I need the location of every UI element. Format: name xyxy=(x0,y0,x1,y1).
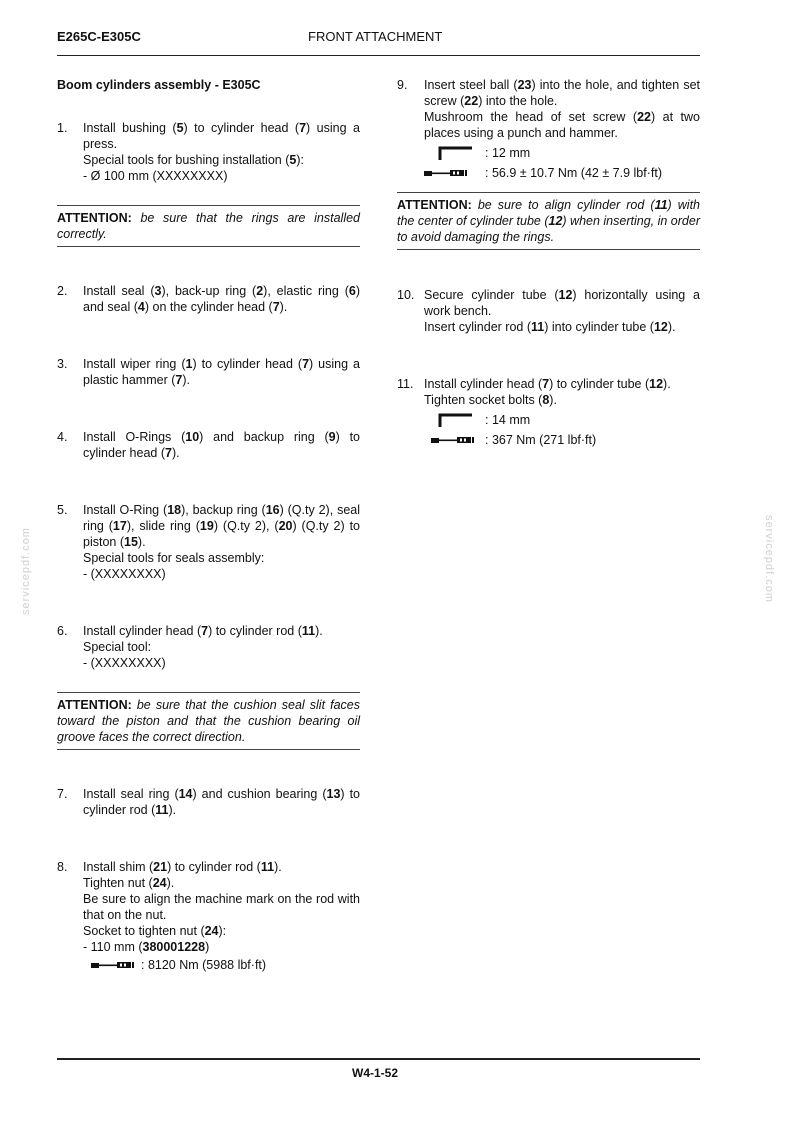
step-2 xyxy=(57,283,360,315)
text: ) to cylinder rod ( xyxy=(83,787,360,817)
text: Be sure to align the machine mark on the rod with that on the nut. xyxy=(83,892,360,922)
step-number: 4. xyxy=(57,430,68,444)
text: ). xyxy=(549,393,557,407)
header-rule xyxy=(57,55,700,56)
text: ) to cylinder head ( xyxy=(83,430,361,460)
section-header: FRONT ATTACHMENT xyxy=(308,29,443,44)
ref: 12 xyxy=(558,288,573,302)
text: Special tools for bushing installation ( xyxy=(83,153,290,167)
ref: 20 xyxy=(278,519,293,533)
ref: 1 xyxy=(185,357,193,371)
watermark-right: servicepdf.com xyxy=(763,515,775,603)
left-column xyxy=(57,77,360,975)
text: Insert steel ball ( xyxy=(424,78,518,92)
ref: 11 xyxy=(301,624,316,638)
ref: 15 xyxy=(124,535,138,549)
model-header: E265C-E305C xyxy=(57,29,141,44)
step-body xyxy=(83,502,360,582)
torque-wrench-icon xyxy=(431,436,485,444)
text: Install O-Ring ( xyxy=(83,503,168,517)
watermark-left: servicepdf.com xyxy=(20,527,32,615)
attention-label: ATTENTION: xyxy=(397,198,472,212)
ref: 17 xyxy=(112,519,127,533)
ref: 12 xyxy=(653,320,668,334)
text: ) to cylinder head ( xyxy=(192,357,303,371)
step-body xyxy=(424,77,700,183)
ref: 21 xyxy=(153,860,168,874)
step-number: 6. xyxy=(57,624,68,638)
ref: 3 xyxy=(154,284,162,298)
ref: 11 xyxy=(530,320,545,334)
wrench-size-spec xyxy=(438,143,700,163)
text: Socket to tighten nut ( xyxy=(83,924,205,938)
text: ). xyxy=(171,446,180,460)
wrench-size-spec xyxy=(438,410,700,430)
text: ) and backup ring ( xyxy=(199,430,329,444)
text: Install wiper ring ( xyxy=(83,357,186,371)
ref: 6 xyxy=(348,284,356,298)
text: Insert cylinder rod ( xyxy=(424,320,531,334)
step-number: 2. xyxy=(57,284,68,298)
attention-text: be sure that the cushion seal slit faces toward the piston and that the cushion bearing oil groove faces the correct direction. xyxy=(57,698,360,744)
ref: 24 xyxy=(204,924,219,938)
step-6 xyxy=(57,623,360,671)
ref: 12 xyxy=(548,214,563,228)
text: ). xyxy=(667,320,676,334)
ref: 14 xyxy=(178,787,193,801)
text: ) using a plastic hammer ( xyxy=(83,357,360,387)
step-10 xyxy=(397,287,700,335)
ref: 22 xyxy=(637,110,651,124)
step-number: 5. xyxy=(57,503,68,517)
wrench-size-value: : 14 mm xyxy=(485,413,531,427)
ref: 11 xyxy=(260,860,275,874)
text: ) into cylinder tube ( xyxy=(544,320,654,334)
hex-key-icon xyxy=(438,413,485,427)
ref: 22 xyxy=(464,94,479,108)
text: ): xyxy=(218,924,227,938)
attention-note-3 xyxy=(397,192,700,250)
text: ) and cushion bearing ( xyxy=(192,787,327,801)
text: Install O-Rings ( xyxy=(83,430,186,444)
attention-label: ATTENTION: xyxy=(57,698,132,712)
text: ) to cylinder head ( xyxy=(183,121,300,135)
ref: 13 xyxy=(326,787,341,801)
step-11 xyxy=(397,376,700,450)
text: ). xyxy=(279,300,288,314)
page-number: W4-1-52 xyxy=(352,1066,399,1080)
torque-spec xyxy=(91,955,360,975)
text: ) to cylinder tube ( xyxy=(549,377,650,391)
step-number: 3. xyxy=(57,357,68,371)
ref: 23 xyxy=(517,78,532,92)
ref: 7 xyxy=(299,121,307,135)
attention-text: be sure to align cylinder rod ( xyxy=(471,198,655,212)
text: Mushroom the head of set screw ( xyxy=(424,110,638,124)
step-4 xyxy=(57,429,360,461)
step-9 xyxy=(397,77,700,183)
step-number: 7. xyxy=(57,787,68,801)
step-3 xyxy=(57,356,360,388)
step-body xyxy=(424,287,700,335)
torque-spec xyxy=(431,430,700,450)
text: Install cylinder head ( xyxy=(424,377,543,391)
text: ), backup ring ( xyxy=(181,503,266,517)
torque-value: : 56.9 ± 10.7 Nm (42 ± 7.9 lbf·ft) xyxy=(485,166,662,180)
step-body xyxy=(83,859,360,975)
text: ) at two places using a punch and hammer. xyxy=(424,110,700,140)
step-number: 1. xyxy=(57,121,68,135)
text: ): xyxy=(296,153,304,167)
text: ). xyxy=(182,373,190,387)
text: ) and seal ( xyxy=(83,284,361,314)
text: ). xyxy=(137,535,146,549)
step-body xyxy=(83,356,360,388)
text: ), elastic ring ( xyxy=(263,284,349,298)
text: ). xyxy=(166,876,175,890)
ref: 18 xyxy=(167,503,182,517)
text: ), back-up ring ( xyxy=(161,284,257,298)
tool-spec: - (XXXXXXXX) xyxy=(83,656,166,670)
section-title: Boom cylinders assembly - E305C xyxy=(57,78,261,92)
ref: 4 xyxy=(137,300,145,314)
ref: 7 xyxy=(201,624,209,638)
step-body xyxy=(83,283,360,315)
text: Secure cylinder tube ( xyxy=(424,288,559,302)
text: ) using a press. xyxy=(83,121,360,151)
step-8 xyxy=(57,859,360,975)
torque-wrench-icon xyxy=(91,961,141,969)
step-5 xyxy=(57,502,360,582)
text: ) to cylinder rod ( xyxy=(167,860,261,874)
text: Install seal ( xyxy=(83,284,155,298)
ref: 7 xyxy=(272,300,280,314)
step-body xyxy=(83,120,360,184)
footer-rule xyxy=(57,1058,700,1060)
text: ) to cylinder rod ( xyxy=(208,624,302,638)
ref: 16 xyxy=(265,503,280,517)
step-number: 11. xyxy=(397,377,414,391)
attention-note-1 xyxy=(57,205,360,247)
step-number: 8. xyxy=(57,860,68,874)
text: Special tool: xyxy=(83,640,152,654)
text: ) (Q.ty 2), ( xyxy=(213,519,279,533)
step-7 xyxy=(57,786,360,818)
ref: 2 xyxy=(256,284,264,298)
step-body xyxy=(424,376,700,450)
right-column xyxy=(397,77,700,450)
text: ) horizontally using a work bench. xyxy=(424,288,700,318)
step-number: 10. xyxy=(397,288,415,302)
text: ) into the hole. xyxy=(478,94,558,108)
step-body xyxy=(83,429,360,461)
text: ) on the cylinder head ( xyxy=(144,300,273,314)
ref: 8 xyxy=(542,393,550,407)
step-body xyxy=(83,786,360,818)
text: Install shim ( xyxy=(83,860,154,874)
ref: 11 xyxy=(654,198,668,212)
torque-value: : 367 Nm (271 lbf·ft) xyxy=(485,433,597,447)
ref: 12 xyxy=(649,377,664,391)
attention-note-2 xyxy=(57,692,360,750)
step-number: 9. xyxy=(397,78,408,92)
text: - 110 mm ( xyxy=(83,940,143,954)
text: Tighten nut ( xyxy=(83,876,153,890)
ref: 9 xyxy=(328,430,336,444)
attention-text: ) when inserting, in order to avoid damaging the rings. xyxy=(397,214,700,244)
ref: 7 xyxy=(175,373,183,387)
step-body xyxy=(83,623,360,671)
torque-spec xyxy=(424,163,700,183)
text: Tighten socket bolts ( xyxy=(424,393,543,407)
text: ) xyxy=(205,940,210,954)
text: ). xyxy=(315,624,323,638)
text: Install bushing ( xyxy=(83,121,177,135)
torque-wrench-icon xyxy=(424,169,485,177)
step-1 xyxy=(57,120,360,184)
text: ). xyxy=(274,860,282,874)
text: ) (Q.ty 2), seal ring ( xyxy=(83,503,360,533)
text: ), slide ring ( xyxy=(126,519,200,533)
ref: 7 xyxy=(165,446,172,460)
text: ) (Q.ty 2) to piston ( xyxy=(83,519,360,549)
tool-spec: - (XXXXXXXX) xyxy=(83,567,166,581)
text: ) into the hole, and tighten set screw ( xyxy=(424,78,700,108)
ref: 10 xyxy=(185,430,200,444)
torque-value: : 8120 Nm (5988 lbf·ft) xyxy=(141,958,267,972)
wrench-size-value: : 12 mm xyxy=(485,146,531,160)
ref: 19 xyxy=(199,519,214,533)
ref: 7 xyxy=(302,357,310,371)
attention-text: be sure that the rings are installed correctly. xyxy=(57,211,360,241)
text: Install seal ring ( xyxy=(83,787,179,801)
ref: 5 xyxy=(289,153,297,167)
text: ). xyxy=(663,377,671,391)
ref: 24 xyxy=(152,876,167,890)
tool-spec: - Ø 100 mm (XXXXXXXX) xyxy=(83,169,228,183)
text: ). xyxy=(168,803,177,817)
part-number: 380001228 xyxy=(142,940,206,954)
ref: 5 xyxy=(176,121,184,135)
ref: 11 xyxy=(155,803,169,817)
ref: 7 xyxy=(542,377,550,391)
attention-text: ) with the center of cylinder tube ( xyxy=(397,198,700,228)
hex-key-icon xyxy=(438,146,485,160)
attention-label: ATTENTION: xyxy=(57,211,132,225)
text: Special tools for seals assembly: xyxy=(83,551,265,565)
text: Install cylinder head ( xyxy=(83,624,202,638)
